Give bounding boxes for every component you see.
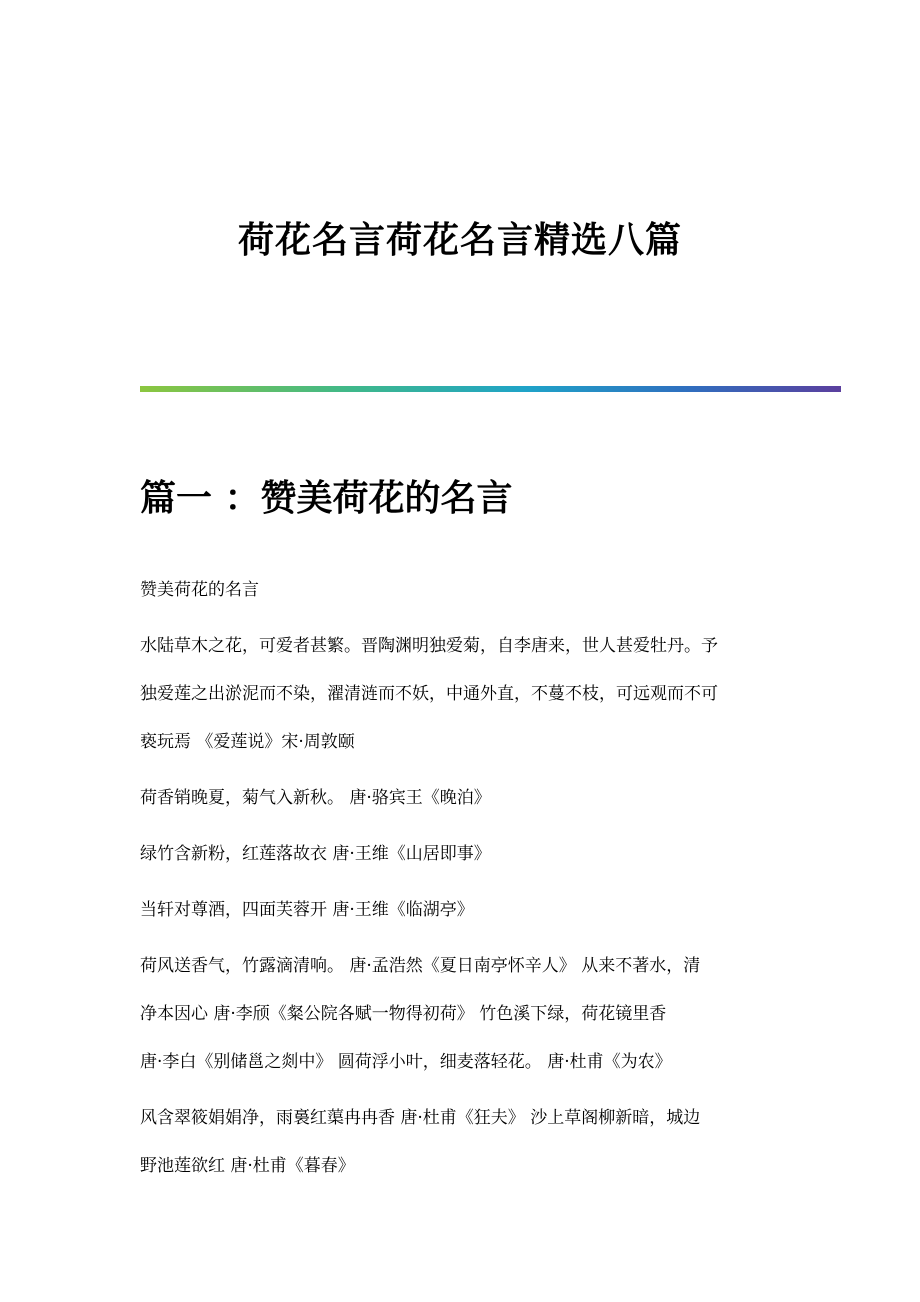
text-line: 荷香销晚夏，菊气入新秋。 唐·骆宾王《晚泊》 <box>140 788 491 808</box>
document-body <box>140 566 780 1198</box>
text-line: 水陆草木之花，可爱者甚繁。晋陶渊明独爱菊，自李唐来，世人甚爱牡丹。予 <box>140 636 718 656</box>
text-line: 独爱莲之出淤泥而不染，濯清涟而不妖，中通外直，不蔓不枝，可远观而不可 <box>140 684 718 704</box>
gradient-divider <box>140 386 841 392</box>
paragraph-ailianshuo <box>140 622 780 766</box>
text-line: 赞美荷花的名言 <box>140 580 259 600</box>
text-line: 荷风送香气，竹露滴清响。 唐·孟浩然《夏日南亭怀辛人》 从来不著水，清 <box>140 956 701 976</box>
text-line: 风含翠筱娟娟净，雨裛红蕖冉冉香 唐·杜甫《狂夫》 沙上草阁柳新暗，城边 <box>140 1108 701 1128</box>
text-line: 净本因心 唐·李颀《粲公院各赋一物得初荷》 竹色溪下绿，荷花镜里香 <box>140 1004 667 1024</box>
text-line: 野池莲欲红 唐·杜甫《暮春》 <box>140 1156 355 1176</box>
text-line: 亵玩焉 《爱莲说》宋·周敦颐 <box>140 732 355 752</box>
paragraph-quote <box>140 942 780 1086</box>
paragraph-quote <box>140 1094 780 1190</box>
paragraph-quote <box>140 774 780 822</box>
paragraph-quote <box>140 886 780 934</box>
text-line: 当轩对尊酒，四面芙蓉开 唐·王维《临湖亭》 <box>140 900 474 920</box>
text-line: 绿竹含新粉，红莲落故衣 唐·王维《山居即事》 <box>140 844 491 864</box>
paragraph-quote <box>140 830 780 878</box>
paragraph-intro <box>140 566 780 614</box>
section-heading: 篇一 ：赞美荷花的名言 <box>140 477 513 519</box>
text-line: 唐·李白《别储邕之剡中》 圆荷浮小叶，细麦落轻花。 唐·杜甫《为农》 <box>140 1052 672 1072</box>
document-title: 荷花名言荷花名言精选八篇 <box>237 219 682 261</box>
